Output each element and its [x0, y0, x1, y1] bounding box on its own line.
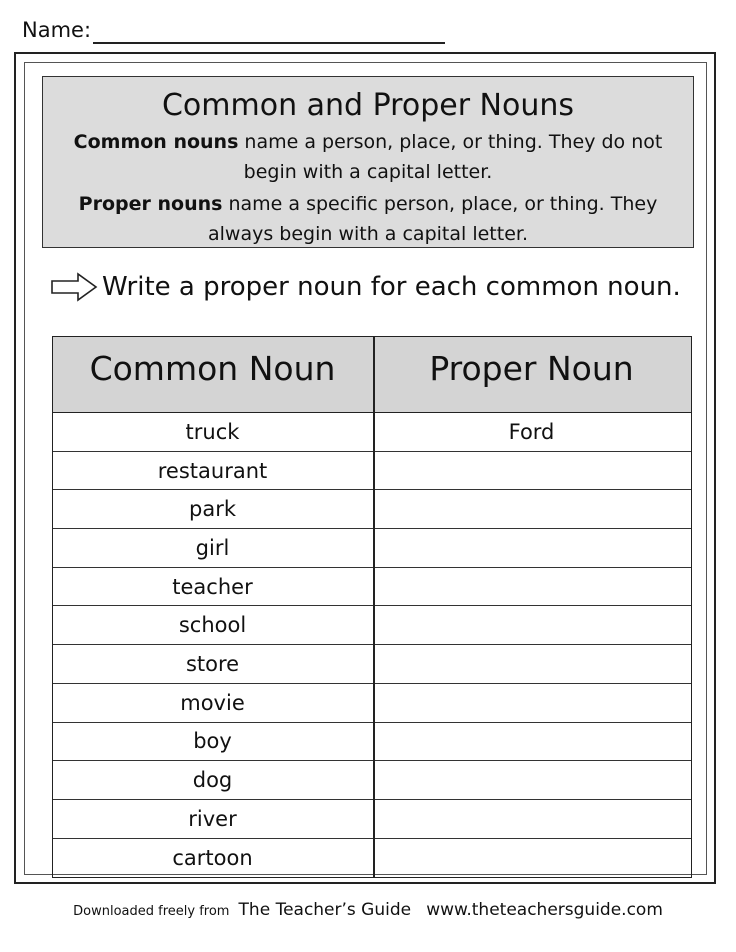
proper-noun-answer[interactable]	[372, 723, 691, 761]
proper-noun-header: Proper Noun	[429, 349, 634, 388]
instruction-text: Write a proper noun for each common noun.	[102, 272, 681, 302]
footer-brand: The Teacher’s Guide	[238, 900, 412, 920]
table-body	[53, 413, 691, 877]
proper-noun-answer[interactable]	[372, 684, 691, 722]
footer-url[interactable]: www.theteachersguide.com	[426, 900, 663, 920]
common-noun-cell: truck	[185, 419, 240, 444]
table-row	[53, 761, 691, 800]
right-arrow-icon	[50, 272, 98, 302]
footer	[0, 900, 736, 920]
proper-noun-answer[interactable]	[372, 529, 691, 567]
proper-noun-answer[interactable]	[372, 568, 691, 606]
common-noun-definition	[67, 127, 669, 187]
common-noun-cell: river	[188, 806, 237, 831]
definition-box	[42, 76, 694, 248]
proper-noun-answer[interactable]	[372, 490, 691, 528]
common-noun-cell: cartoon	[172, 845, 253, 870]
table-row	[53, 606, 691, 645]
proper-noun-answer[interactable]	[372, 452, 691, 490]
proper-noun-definition	[67, 189, 669, 249]
common-nouns-text: name a person, place, or thing. They do not begin with a capital letter.	[238, 131, 663, 183]
table-row	[53, 490, 691, 529]
table-row	[53, 800, 691, 839]
common-noun-cell: boy	[193, 729, 232, 754]
table-header	[53, 337, 691, 413]
proper-nouns-term: Proper nouns	[78, 193, 223, 215]
common-noun-cell: restaurant	[157, 458, 268, 483]
common-nouns-term: Common nouns	[73, 131, 239, 153]
table-row	[53, 645, 691, 684]
common-noun-cell: movie	[180, 690, 245, 715]
proper-noun-answer[interactable]: Ford	[508, 419, 555, 444]
table-row	[53, 452, 691, 491]
noun-table	[52, 336, 692, 878]
name-blank-line[interactable]	[93, 22, 445, 44]
common-noun-header: Common Noun	[89, 349, 336, 388]
table-row	[53, 723, 691, 762]
proper-nouns-text: name a specific person, place, or thing. They always begin with a capital letter.	[208, 193, 658, 245]
common-noun-cell: teacher	[172, 574, 253, 599]
common-noun-cell: park	[189, 497, 236, 522]
proper-noun-answer[interactable]	[372, 800, 691, 838]
worksheet-title: Common and Proper Nouns	[161, 88, 575, 123]
proper-noun-answer[interactable]	[372, 645, 691, 683]
column-divider	[373, 337, 375, 877]
instruction	[50, 268, 710, 306]
table-row	[53, 684, 691, 723]
table-row	[53, 839, 691, 878]
proper-noun-answer[interactable]	[372, 761, 691, 799]
table-row	[53, 568, 691, 607]
footer-downloaded-text: Downloaded freely from	[73, 904, 230, 919]
common-noun-cell: school	[178, 613, 247, 638]
proper-noun-answer[interactable]	[372, 839, 691, 878]
name-field[interactable]	[22, 16, 445, 44]
table-row	[53, 413, 691, 452]
name-label: Name:	[22, 18, 92, 42]
table-row	[53, 529, 691, 568]
common-noun-cell: girl	[195, 535, 230, 560]
proper-noun-answer[interactable]	[372, 606, 691, 644]
common-noun-cell: store	[185, 651, 240, 676]
common-noun-cell: dog	[192, 768, 233, 793]
